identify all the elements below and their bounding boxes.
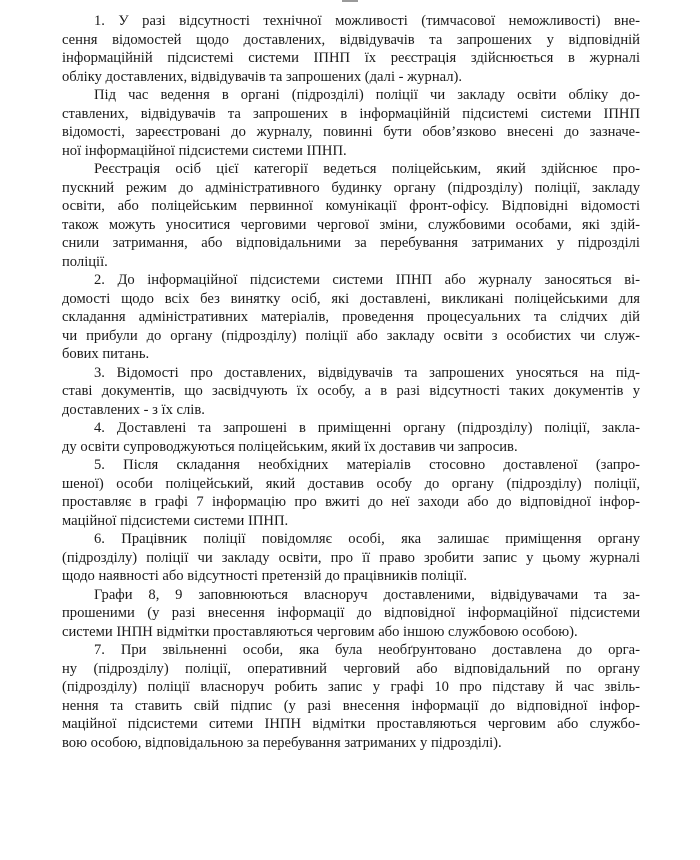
text-line: (підрозділу) поліції власноруч робить запис у графі 10 про підставу й час звіль- xyxy=(62,679,640,695)
paragraph xyxy=(62,364,640,420)
text-line: поліції. xyxy=(62,253,108,270)
text-line: ну (підрозділу) поліції, оперативний черговий або відповідальний по органу xyxy=(62,660,640,677)
paragraph xyxy=(62,12,640,86)
text-line: шеної) особи поліцейський, який доставив особу до органу (підрозділу) поліції, xyxy=(62,475,640,492)
paragraph xyxy=(62,419,640,456)
text-line: складання адміністративних матеріалів, проведення процесуальних та слідчих дій xyxy=(62,309,640,325)
text-line: бових питань. xyxy=(62,346,150,362)
text-line: вою особою, відповідальною за перебування затриманих у підрозділі). xyxy=(62,734,502,751)
text-line: 6. Працівник поліції повідомляє особі, яка залишає приміщення органу xyxy=(94,531,640,547)
page-top-mark xyxy=(342,0,358,2)
text-line: (підрозділу) поліції чи закладу освіти, про її право зробити запис у цьому журналі xyxy=(62,549,640,566)
text-line: освіти, або поліцейським первинної комунікації фронт-офісу. Відповідні відомості xyxy=(62,198,640,214)
text-line: домості щодо всіх без винятку осіб, які доставлені, викликані поліцейськими для xyxy=(62,290,640,307)
document-body xyxy=(62,12,640,752)
text-line: маційної підсистеми системи ІПНП. xyxy=(62,512,289,529)
text-line: 2. До інформаційної підсистеми системи ІПНП або журналу заносяться ві- xyxy=(94,272,640,288)
text-line: доставлених - з їх слів. xyxy=(62,401,205,418)
text-line: системи ІНПН відмітки проставляються черговим або іншою службовою особою). xyxy=(62,623,578,640)
text-line: також можуть уноситися черговими чергової зміни, службовими особами, які здій- xyxy=(62,216,640,233)
text-line: сення відомостей щодо доставлених, відвідувачів та запрошених у відповідній xyxy=(62,31,640,48)
text-line: чи прибули до органу (підрозділу) поліції або закладу освіти з особистих чи служ- xyxy=(62,327,640,344)
text-line: 5. Після складання необхідних матеріалів стосовно доставленої (запро- xyxy=(94,457,640,473)
paragraph xyxy=(62,530,640,586)
paragraph xyxy=(62,271,640,364)
paragraph xyxy=(62,160,640,271)
text-line: пускний режим до адміністративного будинку органу (підрозділу) поліції, закладу xyxy=(62,179,640,196)
text-line: Графи 8, 9 заповнюються власноруч доставленими, відвідувачами та за- xyxy=(94,586,640,603)
text-line: ної інформаційної підсистеми системи ІПНП. xyxy=(62,142,347,159)
text-line: снили затримання, або відповідальними за перебування затриманих у підрозділі xyxy=(62,235,640,251)
text-line: нення та ставить свій підпис (у разі внесення інформації до відповідної інфор- xyxy=(62,697,640,714)
text-line: ду освіти супроводжуються поліцейським, який їх доставив чи запросив. xyxy=(62,438,518,455)
paragraph xyxy=(62,641,640,752)
text-line: щодо наявності або відсутності претензій до працівників поліції. xyxy=(62,568,467,584)
text-line: проставляє в графі 7 інформацію про вжиті до неї заходи або до відповідної інфор- xyxy=(62,494,640,510)
text-line: маційної підсистеми ситеми ІНПН відмітки проставляються черговим або службо- xyxy=(62,716,640,732)
text-line: інформаційній підсистемі системи ІПНП їх реєстрація здійснюється в журналі xyxy=(62,50,640,66)
text-line: 7. При звільненні особи, яка була необґрунтовано доставлена до орга- xyxy=(94,642,640,658)
text-line: 4. Доставлені та запрошені в приміщенні органу (підрозділу) поліції, закла- xyxy=(94,420,640,436)
text-line: Під час ведення в органі (підрозділі) поліції чи закладу освіти обліку до- xyxy=(94,87,640,103)
text-line: ставлених, відвідувачів та запрошених в інформаційній підсистемі системи ІПНП xyxy=(62,105,640,122)
paragraph xyxy=(62,86,640,160)
text-line: 1. У разі відсутності технічної можливості (тимчасової неможливості) вне- xyxy=(94,13,640,29)
text-line: ставі документів, що засвідчують їх особу, а в разі відсутності таких документів у xyxy=(62,383,640,399)
text-line: 3. Відомості про доставлених, відвідувачів та запрошених уносяться на під- xyxy=(94,364,640,381)
text-line: прошеними (у разі внесення інформації до відповідної інформаційної підсистеми xyxy=(62,605,640,621)
text-line: відомості, зареєстровані до журналу, повинні бути обов’язково внесені до зазначе- xyxy=(62,124,640,140)
text-line: обліку доставлених, відвідувачів та запрошених (далі - журнал). xyxy=(62,68,463,85)
text-line: Реєстрація осіб цієї категорії ведеться поліцейським, який здійснює про- xyxy=(94,161,640,177)
paragraph xyxy=(62,586,640,642)
paragraph xyxy=(62,456,640,530)
